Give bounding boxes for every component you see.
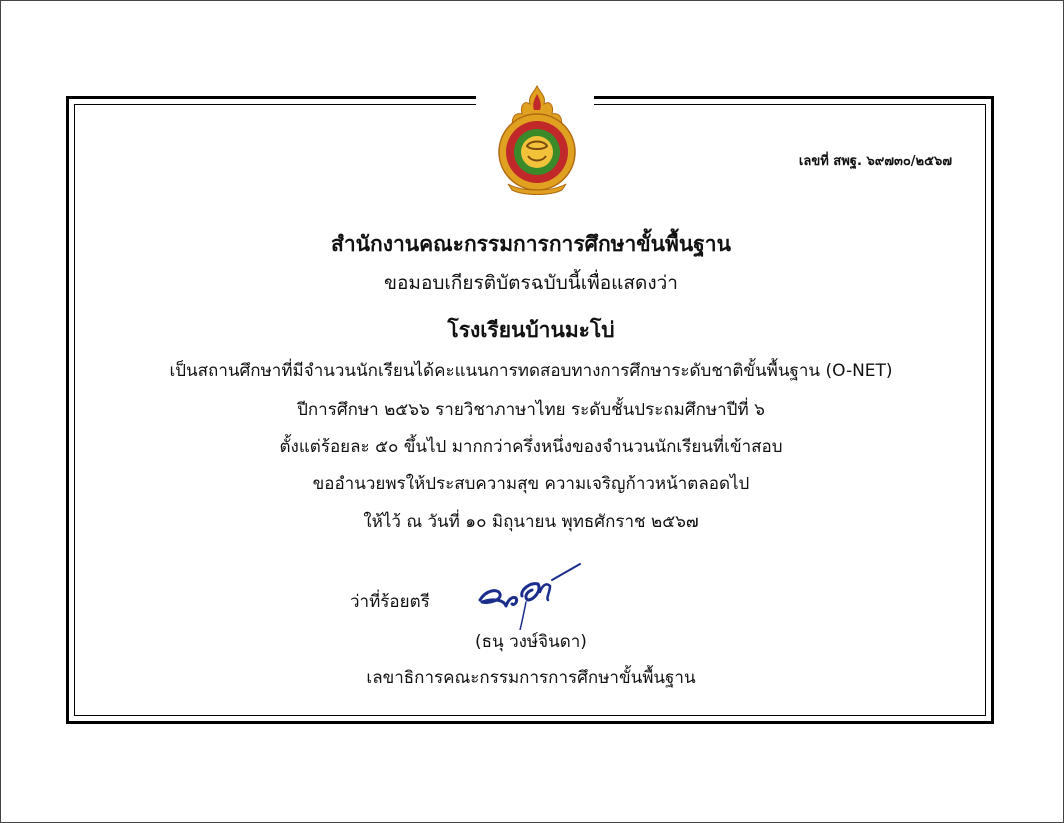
signature-icon: [470, 560, 590, 630]
signer-position: เลขาธิการคณะกรรมการการศึกษาขั้นพื้นฐาน: [366, 668, 696, 688]
school-name: โรงเรียนบ้านมะโบ่: [447, 318, 615, 342]
body-line: ปีการศึกษา ๒๕๖๖ รายวิชาภาษาไทย ระดับชั้นประถมศึกษาปีที่ ๖: [297, 400, 765, 420]
signer-name: (ธนุ วงษ์จินดา): [475, 632, 587, 652]
body-line: ตั้งแต่ร้อยละ ๕๐ ขึ้นไป มากกว่าครึ่งหนึ่งของจำนวนนักเรียนที่เข้าสอบ: [279, 437, 783, 457]
body-line: ขออำนวยพรให้ประสบความสุข ความเจริญก้าวหน้าตลอดไป: [312, 474, 750, 494]
signer-rank: ว่าที่ร้อยตรี: [350, 592, 430, 612]
body-line: เป็นสถานศึกษาที่มีจำนวนนักเรียนได้คะแนนการทดสอบทางการศึกษาระดับชาติขั้นพื้นฐาน (O-NET): [169, 361, 893, 381]
certificate-subtitle: ขอมอบเกียรติบัตรฉบับนี้เพื่อแสดงว่า: [384, 272, 678, 294]
body-line: ให้ไว้ ณ วันที่ ๑๐ มิถุนายน พุทธศักราช ๒๕๖๗: [363, 512, 699, 532]
document-number: เลขที่ สพฐ. ๖๙๗๓๐/๒๕๖๗: [798, 154, 952, 169]
obec-seal-icon: [494, 84, 580, 196]
organization-title: สำนักงานคณะกรรมการการศึกษาขั้นพื้นฐาน: [331, 232, 731, 256]
